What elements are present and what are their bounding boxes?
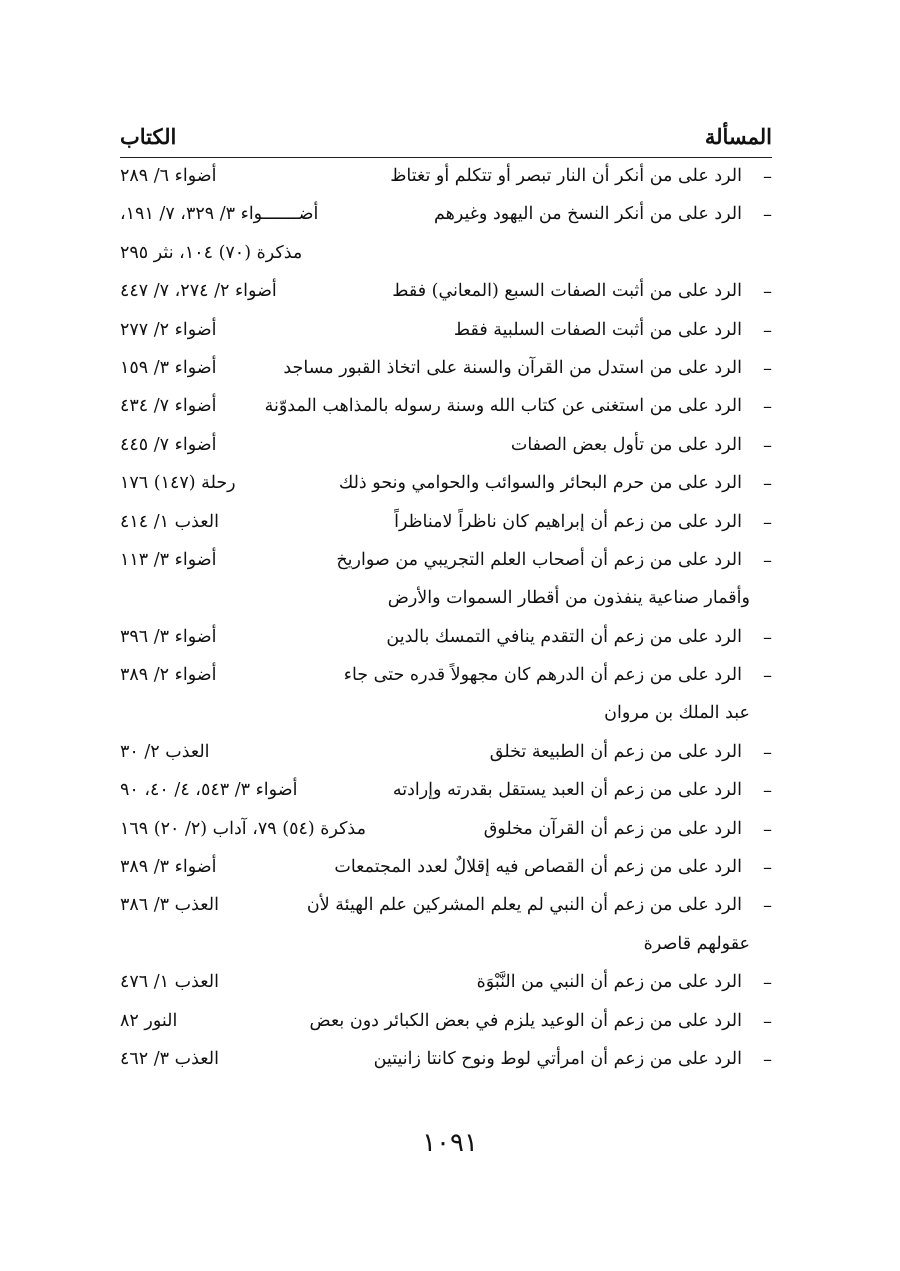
row-reference: أضواء ٣/ ٣٩٦ [120, 626, 217, 647]
column-header-topic: المسألة [704, 124, 772, 149]
row-reference: مذكرة (٥٤) ٧٩، آداب (٢/ ٢٠) ١٦٩ [120, 818, 366, 839]
index-row [120, 890, 772, 928]
index-row [120, 545, 772, 583]
row-bullet-dash: – [763, 357, 772, 379]
row-bullet-dash: – [763, 549, 772, 571]
index-row [120, 238, 772, 276]
row-topic: الرد على من زعم أن العبد يستقل بقدرته وإرادته [392, 780, 742, 801]
index-row [120, 199, 772, 237]
row-topic: الرد على من زعم أن الدرهم كان مجهولاً قدره حتى جاء [343, 665, 742, 686]
table-header [120, 124, 772, 160]
row-reference: أضواء ٣/ ٣٨٩ [120, 857, 217, 878]
row-topic: الرد على من زعم أن أصحاب العلم التجريبي من صواريخ [336, 549, 742, 570]
row-bullet-dash: – [763, 281, 772, 303]
row-reference: أضواء ٣/ ٥٤٣، ٤/ ٤٠، ٩٠ [120, 780, 298, 801]
row-reference: أضواء ٧/ ٤٤٥ [120, 434, 217, 455]
row-bullet-dash: – [763, 818, 772, 840]
index-row [120, 468, 772, 506]
index-row [120, 430, 772, 468]
row-topic: الرد على من أثبت الصفات السبع (المعاني) فقط [392, 281, 742, 302]
index-row [120, 698, 772, 736]
index-row [120, 583, 772, 621]
row-topic: الرد على من زعم أن النبي لم يعلم المشركين علم الهيئة لأن [306, 895, 742, 916]
row-topic: الرد على من استغنى عن كتاب الله وسنة رسوله بالمذاهب المدوّنة [264, 396, 742, 417]
row-topic: الرد على من أنكر النسخ من اليهود وغيرهم [433, 204, 742, 225]
index-row [120, 161, 772, 199]
row-bullet-dash: – [763, 626, 772, 648]
index-row [120, 852, 772, 890]
row-topic: الرد على من استدل من القرآن والسنة على اتخاذ القبور مساجد [283, 357, 742, 378]
row-topic: الرد على من تأول بعض الصفات [510, 434, 742, 455]
row-reference: رحلة (١٤٧) ١٧٦ [120, 473, 236, 494]
row-reference: أضواء ٢/ ٢٧٤، ٧/ ٤٤٧ [120, 281, 277, 302]
index-row [120, 775, 772, 813]
column-header-book: الكتاب [120, 124, 177, 149]
row-topic: الرد على من زعم أن النبي من النَّبْوَة [476, 972, 742, 993]
row-reference: مذكرة (٧٠) ١٠٤، نثر ٢٩٥ [120, 242, 303, 263]
index-row [120, 276, 772, 314]
row-topic: عقولهم قاصرة [643, 933, 750, 954]
row-topic: الرد على من زعم أن القصاص فيه إقلالٌ لعدد المجتمعات [334, 857, 742, 878]
row-bullet-dash: – [763, 780, 772, 802]
row-bullet-dash: – [763, 857, 772, 879]
row-bullet-dash: – [763, 396, 772, 418]
row-reference: العذب ٣/ ٣٨٦ [120, 895, 219, 916]
row-topic: الرد على من أثبت الصفات السلبية فقط [453, 319, 742, 340]
row-reference: أضواء ٢/ ٢٧٧ [120, 319, 217, 340]
row-topic: الرد على من زعم أن امرأتي لوط ونوح كانتا زانيتين [373, 1048, 742, 1069]
row-bullet-dash: – [763, 166, 772, 187]
row-bullet-dash: – [763, 204, 772, 226]
row-bullet-dash: – [763, 972, 772, 994]
index-row [120, 737, 772, 775]
row-topic: الرد على من زعم أن القرآن مخلوق [483, 818, 742, 839]
row-reference: العذب ٢/ ٣٠ [120, 741, 210, 762]
index-row [120, 353, 772, 391]
row-bullet-dash: – [763, 473, 772, 495]
row-topic: الرد على من حرم البحائر والسوائب والحوامي ونحو ذلك [338, 473, 742, 494]
index-row [120, 622, 772, 660]
index-row [120, 814, 772, 852]
row-reference: العذب ١/ ٤١٤ [120, 511, 219, 532]
index-row [120, 1006, 772, 1044]
index-row [120, 1044, 772, 1082]
row-bullet-dash: – [763, 665, 772, 687]
index-row [120, 929, 772, 967]
row-bullet-dash: – [763, 511, 772, 533]
row-reference: أضواء ٣/ ١١٣ [120, 549, 217, 570]
index-row [120, 507, 772, 545]
row-bullet-dash: – [763, 319, 772, 341]
row-topic: الرد على من زعم أن إبراهيم كان ناظراً لامناظراً [394, 511, 742, 532]
row-reference: النور ٨٢ [120, 1010, 178, 1031]
row-topic: عبد الملك بن مروان [604, 703, 750, 724]
row-reference: أضـــــــواء ٣/ ٣٢٩، ٧/ ١٩١، [120, 204, 319, 225]
index-row [120, 660, 772, 698]
row-topic: وأقمار صناعية ينفذون من أقطار السموات والأرض [387, 588, 750, 609]
index-row [120, 391, 772, 429]
row-bullet-dash: – [763, 1048, 772, 1070]
row-topic: الرد على من زعم أن الوعيد يلزم في بعض الكبائر دون بعض [309, 1010, 742, 1031]
row-bullet-dash: – [763, 741, 772, 763]
row-reference: أضواء ٦/ ٢٨٩ [120, 166, 217, 186]
index-row [120, 967, 772, 1005]
row-bullet-dash: – [763, 895, 772, 917]
row-topic: الرد على من زعم أن التقدم ينافي التمسك بالدين [386, 626, 742, 647]
row-reference: أضواء ٢/ ٣٨٩ [120, 665, 217, 686]
index-list [120, 161, 772, 1082]
row-bullet-dash: – [763, 1010, 772, 1032]
row-reference: أضواء ٣/ ١٥٩ [120, 357, 217, 378]
page-number: ١٠٩١ [422, 1128, 478, 1158]
row-bullet-dash: – [763, 434, 772, 456]
row-reference: العذب ٣/ ٤٦٢ [120, 1048, 219, 1069]
row-topic: الرد على من زعم أن الطبيعة تخلق [489, 741, 742, 762]
row-reference: أضواء ٧/ ٤٣٤ [120, 396, 217, 417]
row-reference: العذب ١/ ٤٧٦ [120, 972, 219, 993]
row-topic: الرد على من أنكر أن النار تبصر أو تتكلم أو تغتاظ [390, 166, 742, 186]
header-divider [120, 157, 772, 158]
index-row [120, 315, 772, 353]
